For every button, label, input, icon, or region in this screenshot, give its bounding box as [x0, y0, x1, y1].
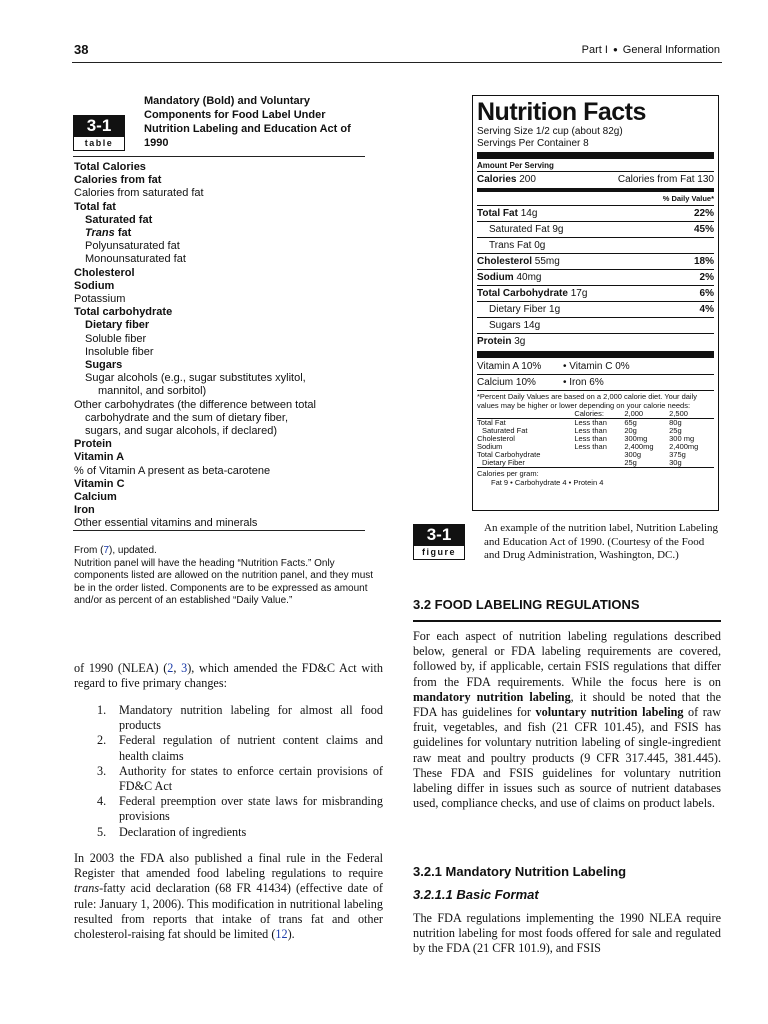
table-row: Cholesterol [74, 266, 135, 279]
section-label: General Information [622, 44, 720, 56]
table-row: Sodium [74, 279, 115, 292]
table-row: Dietary fiber [85, 319, 150, 332]
figure-label: figure [413, 546, 465, 560]
table-row: mannitol, and sorbitol) [98, 385, 207, 398]
right-body-paragraph-2: The FDA regulations implementing the 1990 NLEA require nutrition labeling for most foods offered for sale and regulated by the FDA (21 CFR 101.9), and FSIS [413, 911, 721, 956]
nutrient-row: Protein 3g [477, 333, 714, 349]
nutrient-row: Sugars 14g [477, 317, 714, 333]
table-row: Trans fat [85, 227, 132, 240]
list-item: 5. Declaration of ingredients [97, 824, 247, 839]
table-row: Polyunsaturated fat [85, 240, 180, 253]
table-badge [73, 115, 125, 151]
page-number: 38 [74, 42, 89, 57]
nutrient-row: Saturated Fat 9g 45% [477, 221, 714, 237]
table-row: Total Calories [74, 161, 146, 173]
table-row: Calories from saturated fat [74, 187, 204, 200]
figure-caption: An example of the nutrition label, Nutrition Labeling and Education Act of 1990. (Courtesy of the Food and Drug Administration, Washington, DC.) [484, 522, 718, 561]
label-divider [477, 152, 714, 159]
left-body-paragraph-2: In 2003 the FDA also published a final rule in the Federal Register that amended food labeling regulations to require trans-fatty acid declaration (68 FR 41434) (effective date of rule: January 1, 2006). This modification in nutritional labeling resulted from reports that intake of trans fat and other cholesterol-raising fat should be limited (12). [74, 851, 383, 942]
nutrient-row: Cholesterol 55mg 18% [477, 253, 714, 269]
mineral-row: Calcium 10% • Iron 6% [477, 374, 714, 390]
daily-value-row: Saturated Fat Less than 20g 25g [482, 426, 682, 435]
nutrition-facts-label [472, 95, 719, 511]
table-row: sugars, and sugar alcohols, if declared) [85, 425, 277, 438]
nutrient-row: Total Fat 14g 22% [477, 205, 714, 221]
part-label: Part I [581, 44, 608, 56]
table-bottom-rule [73, 530, 365, 531]
table-row: Iron [74, 504, 95, 517]
citation-link[interactable]: 3 [181, 661, 188, 675]
table-row: Potassium [74, 293, 126, 306]
daily-value-row: Total Carbohydrate 300g 375g [477, 450, 686, 459]
subsection-heading: 3.2.1 Mandatory Nutrition Labeling [413, 864, 627, 879]
table-row: Other carbohydrates (the difference between total [74, 398, 316, 411]
nutrient-row: Trans Fat 0g [477, 237, 714, 253]
label-divider [477, 351, 714, 358]
servings-per-container: Servings Per Container 8 [477, 138, 589, 149]
subsubsection-heading: 3.2.1.1 Basic Format [413, 887, 539, 902]
citation-link[interactable]: 7 [103, 545, 110, 556]
table-row: Soluble fiber [85, 332, 147, 345]
changes-list [97, 703, 383, 840]
table-row: Monounsaturated fat [85, 253, 186, 266]
running-header [582, 44, 720, 56]
right-body-paragraph: For each aspect of nutrition labeling regulations described below, general or FDA labeling requirements are covered, followed by, if applicable, certain FSIS regulations that differ from the FDA requirements. While the focus here is on mandatory nutrition labeling, it should be noted that the FDA has guidelines for voluntary nutrition labeling of raw fruit, vegetables, and fish (21 CFR 101.45), and FSIS has guidelines for voluntary nutrition labeling of single-ingredient raw meat and poultry products (9 CFR 317.445, 381.445). These FDA and FSIS guidelines for voluntary nutrition labeling differ in issues such as source of nutrient databases used, compliance checks, and use of claims on product labels. [413, 629, 722, 811]
table-row: Vitamin A [74, 451, 125, 464]
table-row: Saturated fat [85, 213, 153, 226]
daily-value-header: % Daily Value* [662, 194, 714, 203]
table-footnote: From (7), updated. Nutrition panel will have the heading “Nutrition Facts.” Only components listed are allowed on the nutrition panel, and they must be in the order listed. Components are to be expressed as amount and/or as percent of an established “Daily Value.” [74, 545, 384, 608]
calories-row: Calories 200 Calories from Fat 130 [477, 171, 714, 187]
table-footnote-body: Nutrition panel will have the heading “Nutrition Facts.” Only components listed are allowed on the nutrition panel, and they must be in the order listed. Components are to be expressed as amount and/or as percent of an established “Daily Value.” [74, 557, 374, 606]
table-row: Total fat [74, 200, 116, 213]
list-item: 1. Mandatory nutrition labeling for almost all food products [97, 703, 383, 733]
figure-badge [413, 524, 465, 560]
table-row: Sugars [85, 359, 123, 372]
list-item: 4. Federal preemption over state laws for misbranding provisions [97, 794, 383, 824]
calories-per-gram: Calories per gram: Fat 9 • Carbohydrate 4 • Protein 4 [477, 467, 714, 487]
nutrient-rows [477, 205, 714, 349]
daily-value-row: Total Fat Less than 65g 80g [477, 419, 714, 428]
table-number: 3-1 [73, 115, 125, 137]
table-body [74, 161, 366, 531]
table-top-rule [73, 156, 365, 157]
list-item: 2. Federal regulation of nutrient content claims and health claims [97, 733, 383, 763]
table-row: Insoluble fiber [85, 345, 154, 358]
label-divider [477, 188, 714, 192]
section-heading: 3.2 FOOD LABELING REGULATIONS [413, 597, 640, 612]
daily-value-table [477, 410, 714, 467]
table-row: Sugar alcohols (e.g., sugar substitutes xylitol, [85, 372, 306, 385]
table-row: % of Vitamin A present as beta-carotene [74, 464, 271, 477]
table-row: carbohydrate and the sum of dietary fiber, [85, 411, 289, 424]
citation-link[interactable]: 12 [275, 927, 288, 942]
amount-per-serving: Amount Per Serving [477, 161, 554, 170]
figure-number: 3-1 [413, 524, 465, 546]
list-item: 3. Authority for states to enforce certain provisions of FD&C Act [97, 763, 383, 794]
table-label: table [73, 137, 125, 151]
table-row: Total carbohydrate [74, 306, 173, 319]
table-row: Calcium [74, 491, 117, 504]
table-row: Other essential vitamins and minerals [74, 517, 258, 530]
vitamin-row: Vitamin A 10% • Vitamin C 0% [477, 361, 630, 372]
table-title: Mandatory (Bold) and Voluntary Components for Food Label Under Nutrition Labeling and Education Act of 1990 [144, 95, 351, 149]
nutrient-row: Total Carbohydrate 17g 6% [477, 285, 714, 301]
daily-value-row: Calories: 2,000 2,500 [574, 409, 688, 418]
section-rule [413, 620, 721, 622]
citation-link[interactable]: 2 [167, 661, 174, 675]
table-row: Vitamin C [74, 477, 125, 490]
nutrient-row: Sodium 40mg 2% [477, 269, 714, 285]
table-row: Protein [74, 438, 112, 451]
table-row: Calories from fat [74, 174, 162, 187]
daily-value-row: Dietary Fiber 25g 30g [482, 458, 682, 467]
label-title: Nutrition Facts [477, 98, 646, 126]
header-rule [72, 62, 722, 63]
bullet-icon: ● [612, 45, 618, 54]
daily-value-row: Cholesterol Less than 300mg 300 mg [477, 434, 695, 443]
label-footnote: *Percent Daily Values are based on a 2,000 calorie diet. Your daily values may be higher or lower depending on your calorie needs: [477, 390, 714, 410]
left-body-paragraph: of 1990 (NLEA) (2, 3), which amended the FD&C Act with regard to five primary changes: [74, 661, 383, 691]
serving-size: Serving Size 1/2 cup (about 82g) [477, 126, 623, 137]
daily-value-row: Sodium Less than 2,400mg 2,400mg [477, 442, 699, 451]
nutrient-row: Dietary Fiber 1g 4% [477, 301, 714, 317]
